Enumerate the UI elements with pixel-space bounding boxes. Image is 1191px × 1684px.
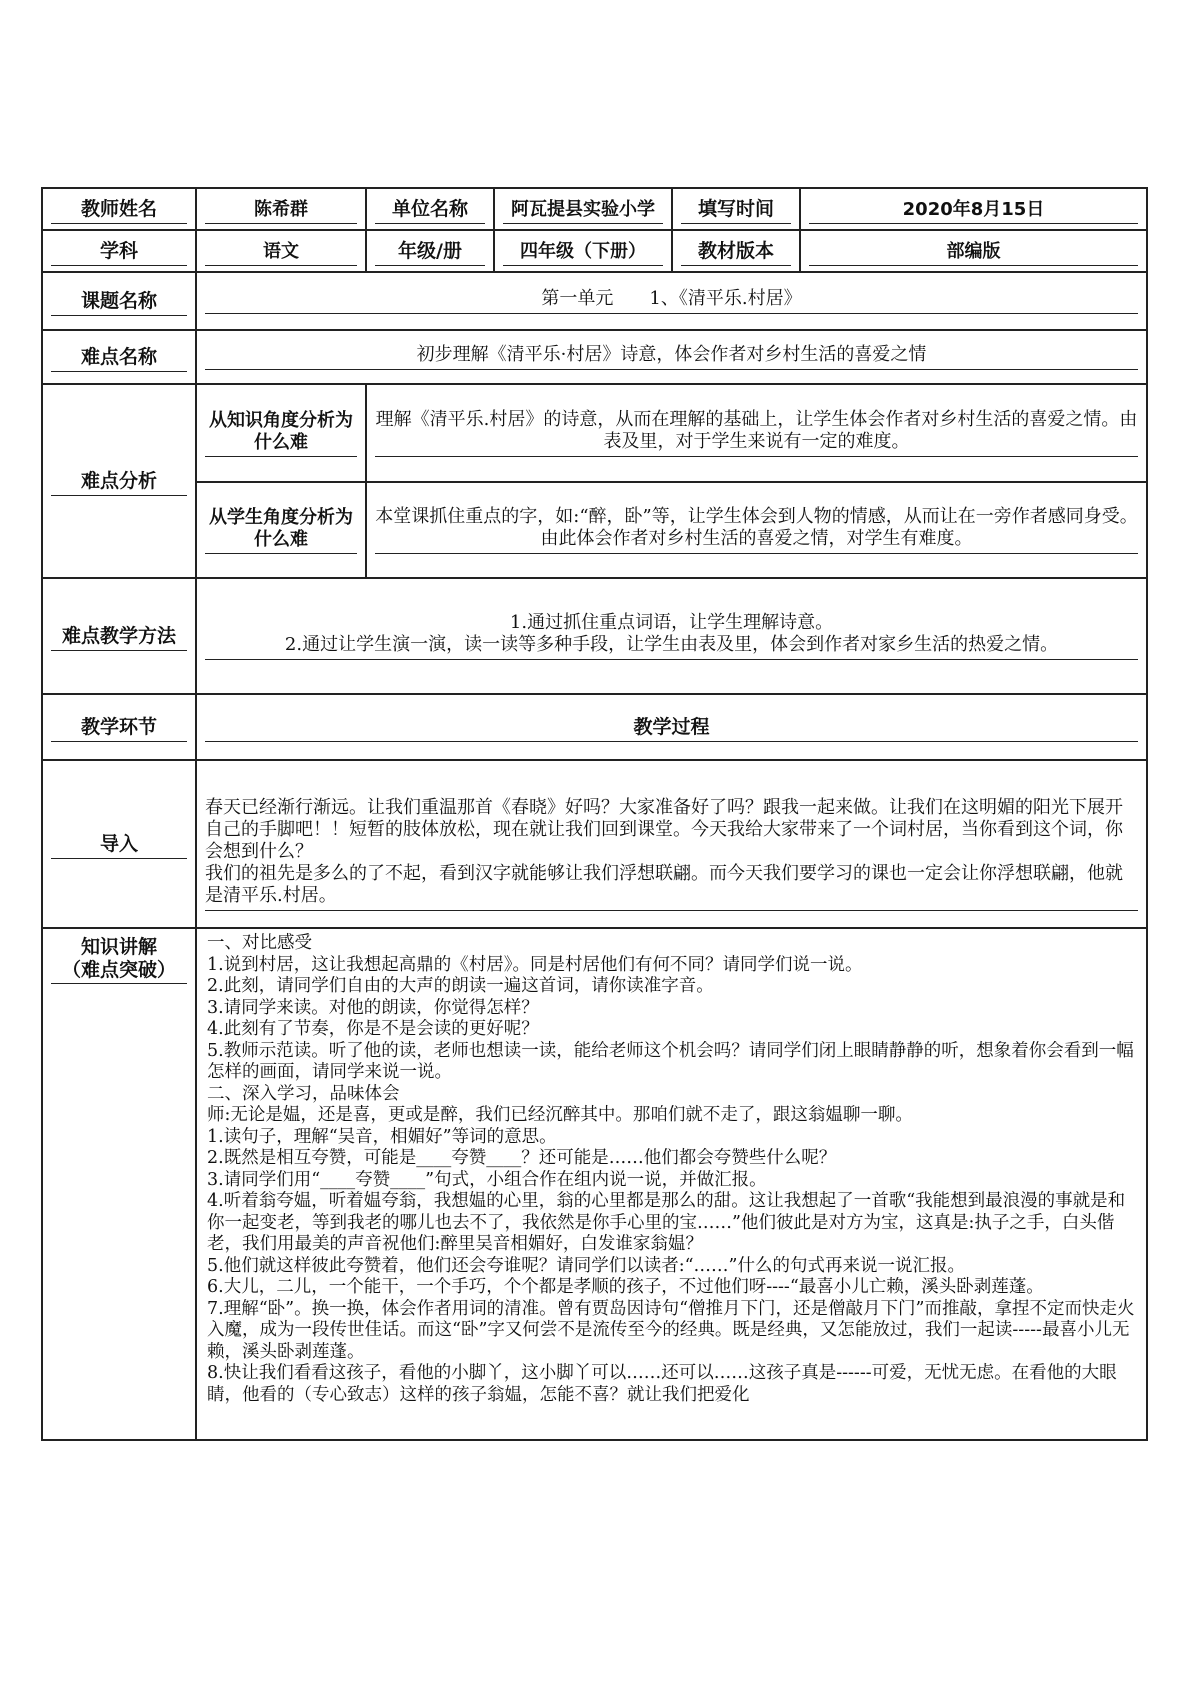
date-label: 填写时间 xyxy=(681,194,791,224)
intro-text xyxy=(205,777,1138,911)
grade-label-cell xyxy=(366,230,494,272)
edition-cell xyxy=(800,230,1147,272)
intro-paragraph-1: 春天已经渐行渐远。让我们重温那首《春晓》好吗？大家准备好了吗？跟我一起来做。让我们在这明媚的阳光下展开自己的手脚吧！！短暂的肢体放松，现在就让我们回到课堂。今天我给大家带来了一个词村居，当你看到这个词，你会想到什么？ xyxy=(205,797,1123,862)
knowledge-row xyxy=(42,928,1147,1440)
student-angle-text: 本堂课抓住重点的字，如:“醉，卧”等，让学生体会到人物的情感，从而让在一旁作者感同身受。由此体会作者对乡村生活的喜爱之情，对学生有难度。 xyxy=(375,506,1138,554)
grade-value: 四年级（下册） xyxy=(503,237,663,266)
subject-value: 语文 xyxy=(205,237,357,266)
knowledge-line: 一、对比感受 xyxy=(207,933,312,953)
difficulty-label-cell xyxy=(42,330,196,384)
unit-label-cell xyxy=(366,188,494,230)
lesson-plan-sheet xyxy=(41,187,1146,1441)
intro-cell xyxy=(196,760,1147,928)
knowledge-label-cell xyxy=(42,928,196,1440)
knowledge-label-2: （难点突破） xyxy=(51,960,187,984)
teacher-label: 教师姓名 xyxy=(51,194,187,224)
teacher-name-cell xyxy=(196,188,366,230)
method-label: 难点教学方法 xyxy=(51,621,187,651)
edition-label-cell xyxy=(672,230,800,272)
difficulty-label: 难点名称 xyxy=(51,342,187,372)
intro-paragraph-2: 我们的祖先是多么的了不起，看到汉字就能够让我们浮想联翩。而今天我们要学习的课也一定会让你浮想联翩，他就是清平乐.村居。 xyxy=(205,863,1123,906)
knowledge-line: 二、深入学习，品味体会 xyxy=(207,1083,400,1104)
analysis-student-row xyxy=(42,482,1147,578)
subject-cell xyxy=(196,230,366,272)
process-right-header-cell xyxy=(196,694,1147,760)
knowledge-line: 4.听着翁夸媪，听着媪夸翁，我想媪的心里，翁的心里都是那么的甜。这让我想起了一首歌“我能想到最浪漫的事就是和你一起变老，等到我老的哪儿也去不了，我依然是你手心里的宝……”他们彼此是对方为宝，这真是:执子之手，白头偕老，我们用最美的声音祝他们:醉里吴音相媚好，白发谁家翁媪？ xyxy=(207,1191,1126,1254)
difficulty-name: 初步理解《清平乐·村居》诗意，体会作者对乡村生活的喜爱之情 xyxy=(205,344,1138,370)
knowledge-angle-cell xyxy=(366,384,1147,482)
knowledge-angle-label: 从知识角度分析为什么难 xyxy=(205,410,357,457)
process-header-row xyxy=(42,694,1147,760)
analysis-label: 难点分析 xyxy=(51,466,187,496)
difficulty-cell xyxy=(196,330,1147,384)
method-text xyxy=(205,612,1138,660)
lesson-title: 第一单元 1、《清平乐.村居》 xyxy=(205,288,1138,314)
intro-row xyxy=(42,760,1147,928)
knowledge-cell xyxy=(196,928,1147,1440)
method-label-cell xyxy=(42,578,196,694)
info-row-2 xyxy=(42,230,1147,272)
analysis-label-cell xyxy=(42,384,196,578)
subject-label-cell xyxy=(42,230,196,272)
knowledge-line: 1.读句子，理解“吴音，相媚好”等词的意思。 xyxy=(207,1126,557,1147)
student-angle-label-cell xyxy=(196,482,366,578)
knowledge-line: 3.请同学来读。对他的朗读，你觉得怎样？ xyxy=(207,997,539,1018)
process-left-header: 教学环节 xyxy=(51,712,187,742)
grade-label: 年级/册 xyxy=(375,236,485,266)
knowledge-line: 5.他们就这样彼此夸赞着，他们还会夸谁呢？请同学们以读者:“……”什么的句式再来说一说汇报。 xyxy=(207,1255,965,1276)
title-label-cell xyxy=(42,272,196,330)
teacher-label-cell xyxy=(42,188,196,230)
edition-value: 部编版 xyxy=(809,237,1138,266)
title-cell xyxy=(196,272,1147,330)
knowledge-line: 1.说到村居，这让我想起高鼎的《村居》。同是村居他们有何不同？请同学们说一说。 xyxy=(207,954,863,975)
difficulty-row xyxy=(42,330,1147,384)
student-angle-label: 从学生角度分析为什么难 xyxy=(205,507,357,554)
method-row xyxy=(42,578,1147,694)
grade-cell xyxy=(494,230,672,272)
subject-label: 学科 xyxy=(51,236,187,266)
analysis-knowledge-row xyxy=(42,384,1147,482)
knowledge-lines xyxy=(207,933,1136,1406)
date-label-cell xyxy=(672,188,800,230)
intro-label-cell xyxy=(42,760,196,928)
date-value: 2020年8月15日 xyxy=(809,195,1138,224)
knowledge-line: 师:无论是媪，还是喜，更或是醉，我们已经沉醉其中。那咱们就不走了，跟这翁媪聊一聊。 xyxy=(207,1105,913,1125)
knowledge-line: 4.此刻有了节奏，你是不是会读的更好呢？ xyxy=(207,1019,539,1039)
method-line-1: 1.通过抓住重点词语，让学生理解诗意。 xyxy=(509,612,834,633)
unit-name: 阿瓦提县实验小学 xyxy=(503,195,663,224)
knowledge-angle-label-cell xyxy=(196,384,366,482)
knowledge-angle-text: 理解《清平乐.村居》的诗意，从而在理解的基础上，让学生体会作者对乡村生活的喜爱之情。由表及里，对于学生来说有一定的难度。 xyxy=(375,409,1138,457)
knowledge-label-1: 知识讲解 xyxy=(80,936,157,958)
knowledge-line: 3.请同学们用“____夸赞____”句式，小组合作在组内说一说，并做汇报。 xyxy=(207,1169,767,1190)
knowledge-line: 5.教师示范读。听了他的读，老师也想读一读，能给老师这个机会吗？请同学们闭上眼睛静静的听，想象着你会看到一幅怎样的画面，请同学来说一说。 xyxy=(207,1040,1134,1082)
process-right-header: 教学过程 xyxy=(205,712,1138,742)
method-line-2: 2.通过让学生演一演，读一读等多种手段，让学生由表及里，体会到作者对家乡生活的热爱之情。 xyxy=(284,634,1059,655)
unit-name-cell xyxy=(494,188,672,230)
title-row xyxy=(42,272,1147,330)
method-cell xyxy=(196,578,1147,694)
unit-label: 单位名称 xyxy=(375,194,485,224)
edition-label: 教材版本 xyxy=(681,236,791,266)
intro-label: 导入 xyxy=(51,829,187,859)
knowledge-line: 6.大儿，二儿，一个能干，一个手巧，个个都是孝顺的孩子，不过他们呀----“最喜小儿亡赖，溪头卧剥莲蓬。 xyxy=(207,1277,1044,1297)
process-left-header-cell xyxy=(42,694,196,760)
date-cell xyxy=(800,188,1147,230)
knowledge-line: 8.快让我们看看这孩子，看他的小脚丫，这小脚丫可以……还可以……这孩子真是------可爱，无忧无虑。在看他的大眼睛，他看的（专心致志）这样的孩子翁媪，怎能不喜？就让我们把爱化 xyxy=(207,1363,1117,1405)
lesson-plan-table xyxy=(41,187,1148,1441)
student-angle-cell xyxy=(366,482,1147,578)
info-row-1 xyxy=(42,188,1147,230)
knowledge-line: 2.既然是相互夸赞，可能是____夸赞____？还可能是……他们都会夸赞些什么呢？ xyxy=(207,1148,837,1168)
teacher-name: 陈希群 xyxy=(205,195,357,224)
knowledge-line: 2.此刻，请同学们自由的大声的朗读一遍这首词，请你读准字音。 xyxy=(207,976,714,996)
title-label: 课题名称 xyxy=(51,286,187,316)
knowledge-line: 7.理解“卧”。换一换，体会作者用词的清准。曾有贾岛因诗句“僧推月下门，还是僧敲月下门”而推敲，拿捏不定而快走火入魔，成为一段传世佳话。而这“卧”字又何尝不是流传至今的经典。既是经典，又怎能放过，我们一起读-----最喜小儿无赖，溪头卧剥莲蓬。 xyxy=(207,1298,1135,1362)
